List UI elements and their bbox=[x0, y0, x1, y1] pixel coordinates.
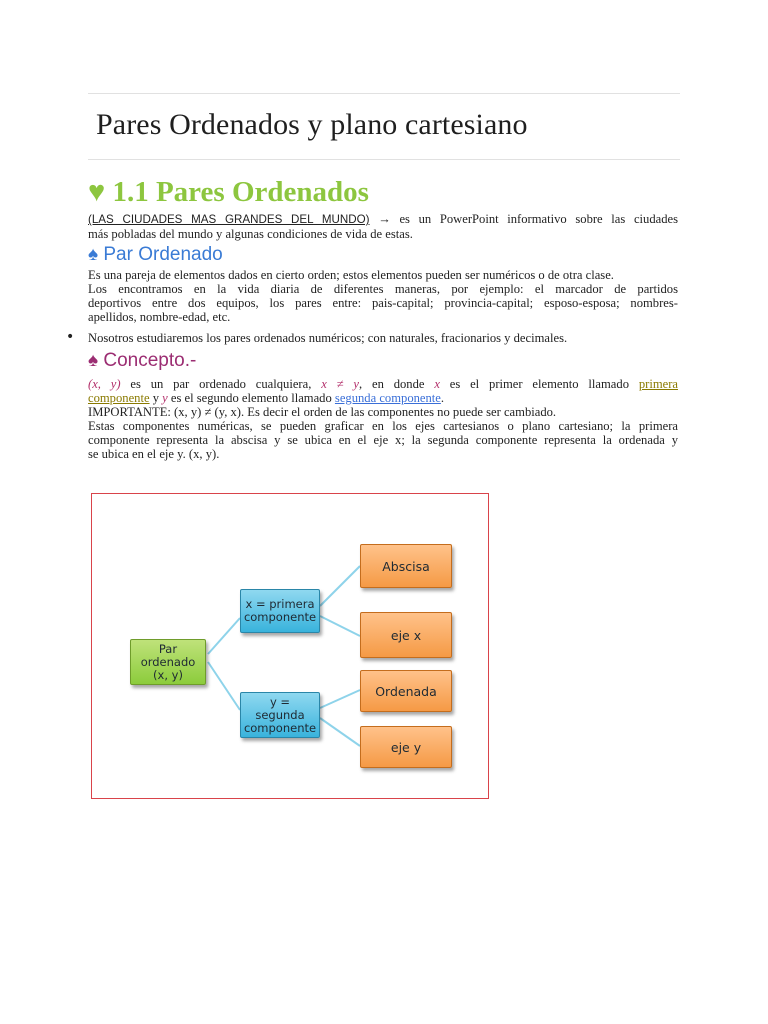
root-node: Par ordenado (x, y) bbox=[130, 639, 206, 685]
connector-second-leaf4 bbox=[320, 718, 360, 746]
var-y: y bbox=[162, 391, 168, 405]
concepto-text-2: , en donde bbox=[359, 377, 435, 391]
concepto-text-4: y bbox=[149, 391, 163, 405]
intro-line-2: más pobladas del mundo y algunas condiciones de vida de estas. bbox=[88, 227, 413, 241]
eje-x-node: eje x bbox=[360, 612, 452, 658]
top-divider bbox=[88, 93, 680, 94]
x-neq-y: x ≠ y bbox=[321, 377, 359, 391]
ordenada-node: Ordenada bbox=[360, 670, 452, 712]
concepto-line-4: Estas componentes numéricas, se pueden graficar en los ejes cartesianos o plano cartesiano; la primera bbox=[88, 419, 678, 433]
par-ordenado-heading: ♠ Par Ordenado bbox=[88, 244, 223, 265]
intro-paragraph bbox=[88, 212, 678, 241]
bullet-text: Nosotros estudiaremos los pares ordenados numéricos; con naturales, fracionarios y decimales. bbox=[88, 331, 568, 345]
par-line-3: deportivos entre dos equipos, los pares entre: pais-capital; provincia-capital; esposo-esposa; nombres- bbox=[88, 296, 678, 310]
concepto-line-5: componente representa la abscisa y se ubica en el eje x; la segunda componente representa la ordenada y bbox=[88, 433, 678, 447]
var-x: x bbox=[434, 377, 440, 391]
first-component-node: x = primera componente bbox=[240, 589, 320, 633]
title-divider bbox=[88, 159, 680, 160]
intro-text: es un PowerPoint informativo sobre las ciudades bbox=[390, 212, 678, 226]
abscisa-node: Abscisa bbox=[360, 544, 452, 588]
concepto-text-6: . bbox=[440, 391, 445, 405]
section-heading: ♥ 1.1 Pares Ordenados bbox=[88, 176, 369, 208]
concepto-text-3: es el primer elemento llamado bbox=[439, 377, 639, 391]
par-line-4: apellidos, nombre-edad, etc. bbox=[88, 310, 231, 324]
page-title: Pares Ordenados y plano cartesiano bbox=[96, 108, 528, 141]
bullet-icon: • bbox=[66, 329, 75, 345]
primera-link[interactable]: primera bbox=[638, 377, 678, 391]
concepto-text-1: es un par ordenado cualquiera, bbox=[120, 377, 322, 391]
concepto-paragraph bbox=[88, 377, 678, 461]
pair-xy: (x, y) bbox=[88, 377, 121, 391]
concepto-line-6: se ubica en el eje y. (x, y). bbox=[88, 447, 220, 461]
concepto-text-5: es el segundo elemento llamado bbox=[167, 391, 335, 405]
connector-first-leaf1 bbox=[320, 566, 360, 606]
concepto-heading: ♠ Concepto.- bbox=[88, 350, 197, 371]
second-component-node: y = segunda componente bbox=[240, 692, 320, 738]
tree-diagram bbox=[91, 493, 489, 799]
arrow-symbol: → bbox=[378, 212, 391, 226]
par-ordenado-paragraph bbox=[88, 268, 678, 324]
par-line-1: Es una pareja de elementos dados en cierto orden; estos elementos pueden ser numéricos o de otra clase. bbox=[88, 268, 614, 282]
connector-first-leaf2 bbox=[320, 616, 360, 636]
importante-line: IMPORTANTE: (x, y) ≠ (y, x). Es decir el orden de las componentes no puede ser cambiado. bbox=[88, 405, 557, 419]
connector-root-second bbox=[208, 662, 240, 710]
eje-y-node: eje y bbox=[360, 726, 452, 768]
connector-second-leaf3 bbox=[320, 690, 360, 708]
segunda-componente-link[interactable]: segunda componente bbox=[334, 391, 441, 405]
componente-link[interactable]: componente bbox=[88, 391, 150, 405]
connector-root-first bbox=[208, 618, 240, 654]
par-line-2: Los encontramos en la vida diaria de diferentes maneras, por ejemplo: el marcador de partidos bbox=[88, 282, 678, 296]
intro-link[interactable]: (LAS CIUDADES MAS GRANDES DEL MUNDO) bbox=[88, 213, 370, 226]
